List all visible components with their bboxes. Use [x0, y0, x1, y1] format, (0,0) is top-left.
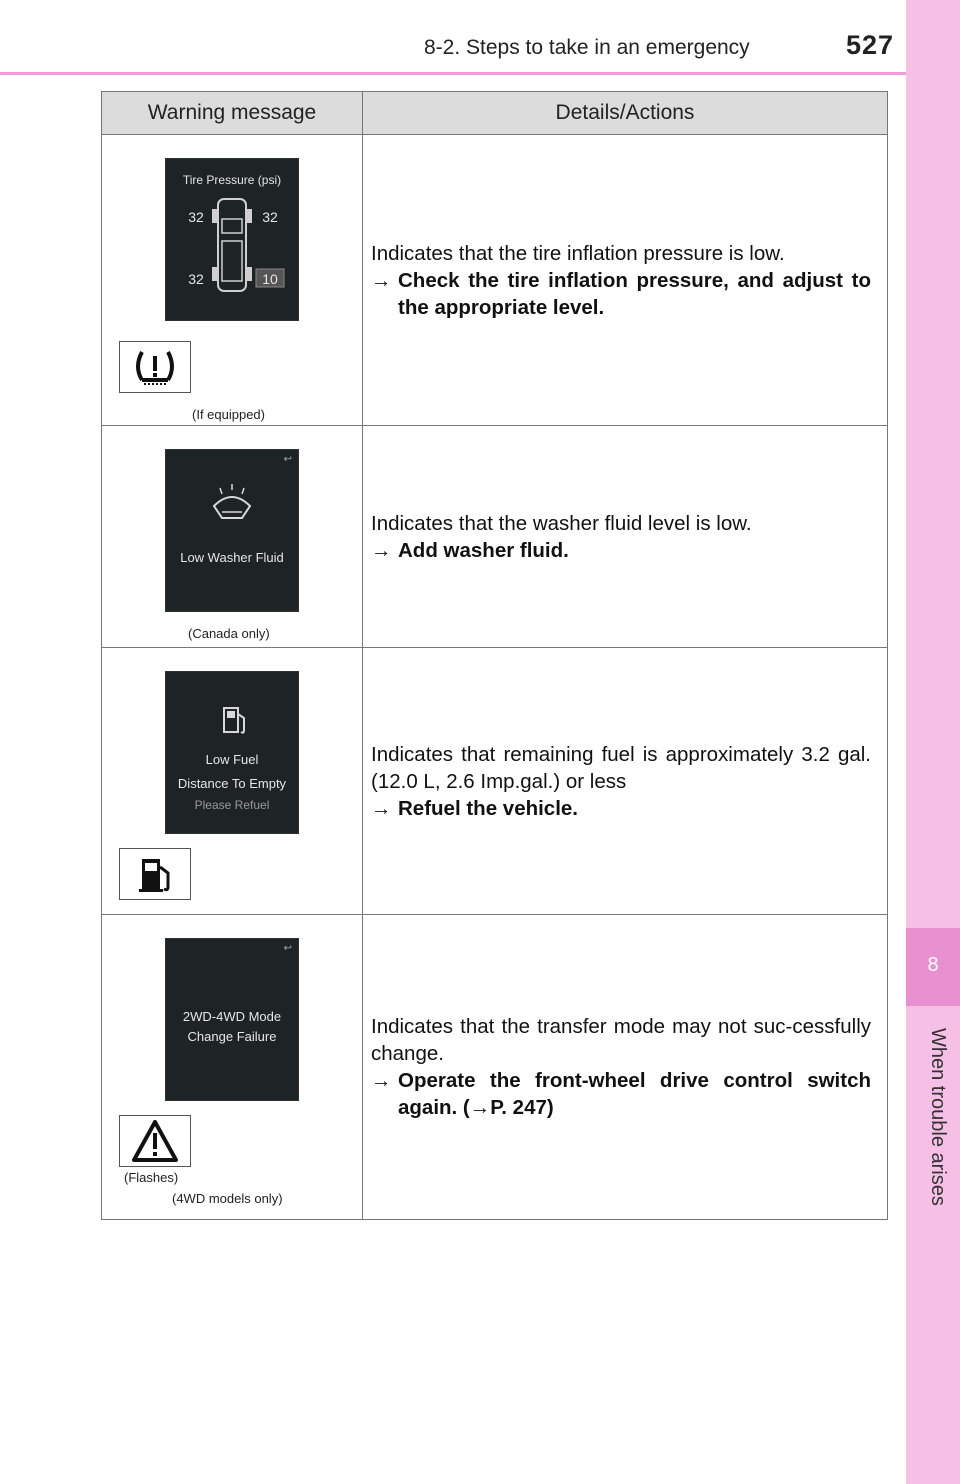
- tire-pressure-display: [165, 158, 299, 321]
- chapter-number-tab: [906, 928, 960, 1006]
- warning-description: Indicates that the washer fluid level is low.: [371, 511, 752, 535]
- availability-note: (If equipped): [192, 407, 265, 422]
- screen-title: Tire Pressure (psi): [182, 173, 282, 187]
- availability-note: (4WD models only): [172, 1191, 283, 1206]
- fuel-pump-icon: [166, 700, 298, 760]
- chapter-label: When trouble arises: [927, 1028, 949, 1206]
- table-row: [102, 648, 888, 915]
- warning-message-table: [101, 91, 888, 1220]
- washer-fluid-display: [165, 449, 299, 612]
- low-fuel-warning-icon: [119, 848, 191, 900]
- warning-description: Indicates that the transfer mode may not suc-cessfully change.: [371, 1015, 871, 1065]
- back-icon: ↩: [283, 454, 292, 465]
- details-cell: [363, 915, 888, 1220]
- warning-description: Indicates that the tire inflation pressure is low.: [371, 241, 785, 265]
- details-cell: [363, 648, 888, 915]
- warning-image-cell: [102, 135, 363, 426]
- warning-image-cell: [102, 426, 363, 648]
- availability-note: (Canada only): [188, 626, 270, 641]
- details-cell: [363, 426, 888, 648]
- chapter-number: 8: [927, 954, 939, 976]
- arrow-icon: →: [371, 1069, 392, 1092]
- table-header-row: [102, 92, 888, 135]
- warning-action: → Refuel the vehicle.: [371, 796, 579, 820]
- arrow-icon: →: [371, 268, 392, 292]
- chapter-side-tab: [906, 0, 960, 1484]
- arrow-icon: →: [371, 796, 392, 820]
- master-warning-icon: [119, 1115, 191, 1167]
- header-divider: [0, 72, 906, 75]
- arrow-icon: →: [371, 538, 392, 562]
- table-row: [102, 426, 888, 648]
- washer-fluid-icon: [166, 478, 298, 548]
- screen-message: Please Refuel: [194, 798, 270, 812]
- warning-image-cell: [102, 915, 363, 1220]
- flash-note: (Flashes): [124, 1170, 179, 1185]
- warning-image-cell: [102, 648, 363, 915]
- warning-action: → Operate the front-wheel drive control switch again. (→P. 247): [371, 1069, 871, 1119]
- tire-front-right-value: 32: [262, 209, 278, 225]
- details-cell: [363, 135, 888, 426]
- screen-message: Change Failure: [187, 1029, 277, 1044]
- page-number: 527: [846, 30, 895, 60]
- column-header-details: Details/Actions: [363, 92, 888, 135]
- low-fuel-display: [165, 671, 299, 834]
- column-header-warning: Warning message: [102, 92, 363, 135]
- screen-message: Low Fuel: [205, 752, 259, 767]
- tire-rear-right-value: 10: [262, 271, 278, 287]
- tire-front-left-value: 32: [188, 209, 204, 225]
- warning-action: → Add washer fluid.: [371, 538, 569, 562]
- transfer-mode-display: [165, 938, 299, 1101]
- table-row: [102, 915, 888, 1220]
- screen-message: 2WD-4WD Mode: [182, 1009, 282, 1024]
- table-row: [102, 135, 888, 426]
- warning-action: → Check the tire inflation pressure, and adjust to the appropriate level.: [371, 268, 871, 319]
- truck-top-view-icon: [166, 159, 298, 320]
- back-icon: ↩: [283, 943, 292, 954]
- tire-rear-left-value: 32: [188, 271, 204, 287]
- screen-message: Low Washer Fluid: [180, 550, 284, 565]
- screen-message: Distance To Empty: [177, 776, 287, 791]
- tire-pressure-warning-icon: [119, 341, 191, 393]
- section-title: 8-2. Steps to take in an emergency: [424, 36, 750, 59]
- warning-description: Indicates that remaining fuel is approximately 3.2 gal. (12.0 L, 2.6 Imp.gal.) or less: [371, 742, 871, 793]
